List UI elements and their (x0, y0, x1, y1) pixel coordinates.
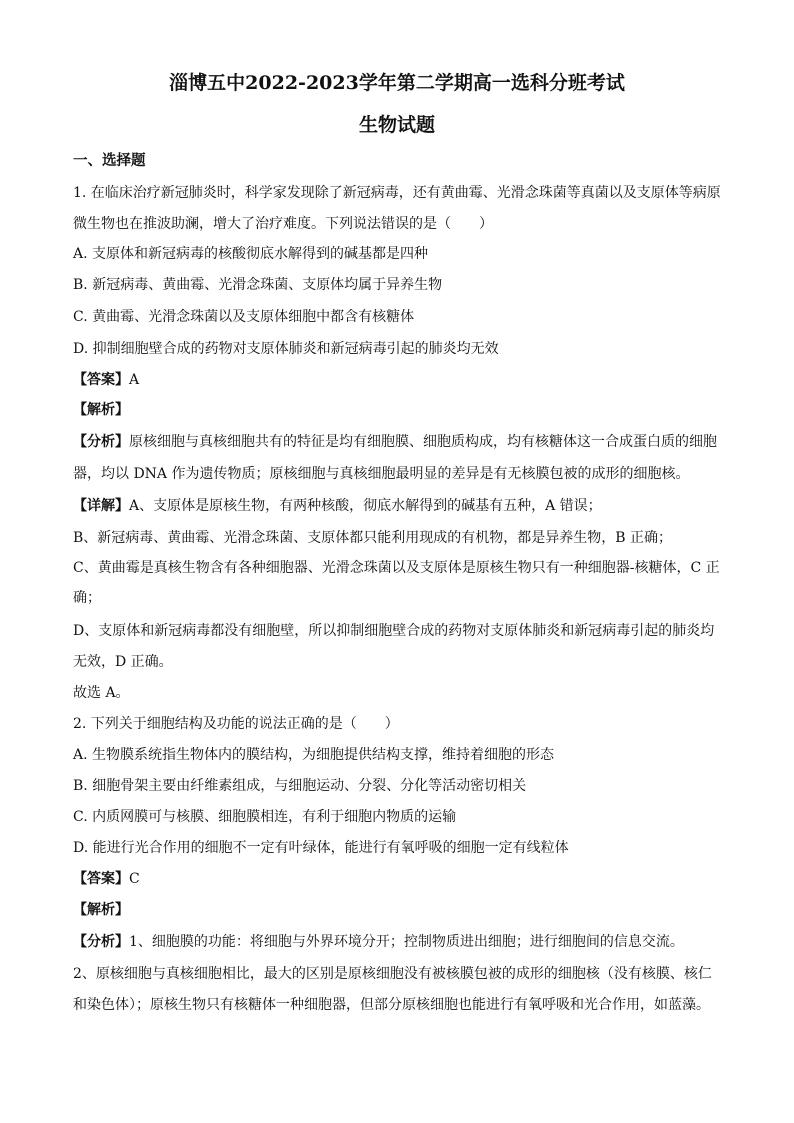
fenxi-tag: 【分析】 (73, 934, 129, 950)
q1-detail-line6: 无效，D 正确。 (73, 654, 173, 670)
q1-detail-line3: C、黄曲霉是真核生物含有各种细胞器、光滑念珠菌以及支原体是原核生物只有一种细胞器-核糖体，C 正 (73, 560, 720, 576)
q2-fenxi-line1 (73, 933, 723, 951)
fenxi-text: 1、细胞膜的功能：将细胞与外界环境分开；控制物质进出细胞；进行细胞间的信息交流。 (129, 934, 684, 950)
q1-answer (73, 371, 723, 389)
q1-detail-line4: 确； (73, 590, 101, 606)
answer-value: A (129, 372, 140, 388)
section-heading: 一、选择题 (73, 152, 146, 169)
q1-option-c: C. 黄曲霉、光滑念珠菌以及支原体细胞中都含有核糖体 (73, 309, 415, 325)
q2-fenxi-line2: 2、原核细胞与真核细胞相比，最大的区别是原核细胞没有被核膜包被的成形的细胞核（没有核膜、核仁 (73, 966, 712, 982)
q1-option-b: B. 新冠病毒、黄曲霉、光滑念珠菌、支原体均属于异养生物 (73, 277, 443, 293)
q1-stem-line1: 1. 在临床治疗新冠肺炎时，科学家发现除了新冠病毒，还有黄曲霉、光滑念珠菌等真菌以及支原体等病原 (73, 185, 721, 201)
fenxi-tag: 【分析】 (73, 434, 129, 450)
detail-text: A、支原体是原核生物，有两种核酸，彻底水解得到的碱基有五种，A 错误； (129, 498, 602, 514)
q1-conclusion: 故选 A。 (73, 685, 130, 701)
q2-fenxi-line3: 和染色体）；原核生物只有核糖体一种细胞器，但部分原核细胞也能进行有氧呼吸和光合作用，如蓝藻。 (73, 997, 710, 1013)
q2-option-a: A. 生物膜系统指生物体内的膜结构，为细胞提供结构支撑，维持着细胞的形态 (73, 747, 555, 763)
q1-detail-line2: B、新冠病毒、黄曲霉、光滑念珠菌、支原体都只能利用现成的有机物，都是异养生物，B 正确； (73, 530, 673, 546)
q1-detail-line5: D、支原体和新冠病毒都没有细胞壁，所以抑制细胞壁合成的药物对支原体肺炎和新冠病毒引起的肺炎均 (73, 623, 715, 639)
xiangjie-tag: 【详解】 (73, 498, 129, 514)
q2-analysis-tag: 【解析】 (73, 902, 129, 918)
answer-tag: 【答案】 (73, 871, 129, 887)
exam-title: 淄博五中2022-2023学年第二学期高一选科分班考试 (169, 72, 625, 94)
q2-stem: 2. 下列关于细胞结构及功能的说法正确的是（ ） (73, 716, 399, 732)
q1-fenxi-line1 (73, 433, 723, 451)
fenxi-text: 原核细胞与真核细胞共有的特征是均有细胞膜、细胞质构成，均有核糖体这一合成蛋白质的细胞 (129, 434, 717, 450)
q1-detail-line1 (73, 497, 723, 515)
answer-value: C (129, 871, 140, 887)
q1-option-d: D. 抑制细胞壁合成的药物对支原体肺炎和新冠病毒引起的肺炎均无效 (73, 341, 499, 357)
q1-analysis-tag: 【解析】 (73, 402, 129, 418)
q2-answer (73, 870, 723, 888)
answer-tag: 【答案】 (73, 372, 129, 388)
q1-stem-line2: 微生物也在推波助澜，增大了治疗难度。下列说法错误的是（ ） (73, 216, 493, 232)
q1-option-a: A. 支原体和新冠病毒的核酸彻底水解得到的碱基都是四种 (73, 246, 429, 262)
q1-fenxi-line2: 器，均以 DNA 作为遗传物质；原核细胞与真核细胞最明显的差异是有无核膜包被的成形的细胞核。 (73, 466, 690, 482)
q2-option-c: C. 内质网膜可与核膜、细胞膜相连，有利于细胞内物质的运输 (73, 809, 457, 825)
q2-option-d: D. 能进行光合作用的细胞不一定有叶绿体，能进行有氧呼吸的细胞一定有线粒体 (73, 840, 569, 856)
q2-option-b: B. 细胞骨架主要由纤维素组成，与细胞运动、分裂、分化等活动密切相关 (73, 778, 527, 794)
exam-subtitle: 生物试题 (358, 114, 435, 136)
